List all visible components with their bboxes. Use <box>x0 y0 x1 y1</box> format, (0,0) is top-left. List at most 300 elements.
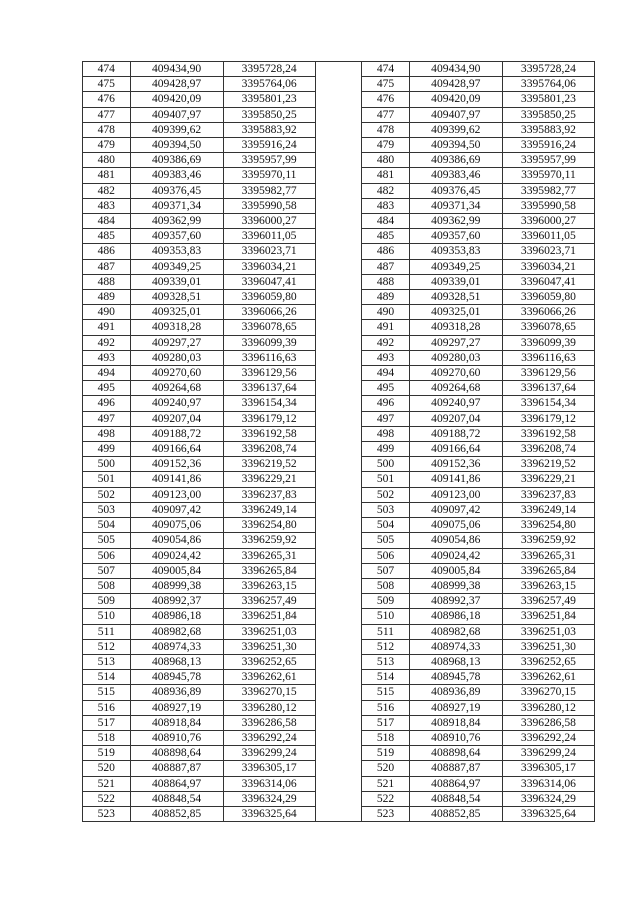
right-x-coordinate-cell: 408992,37 <box>409 594 502 609</box>
column-spacer-cell <box>315 806 362 821</box>
left-y-coordinate-cell: 3395916,24 <box>223 138 315 153</box>
table-row <box>83 609 595 624</box>
left-x-coordinate-cell: 409428,97 <box>130 77 223 92</box>
column-spacer-cell <box>315 518 362 533</box>
left-y-coordinate-cell: 3395982,77 <box>223 183 315 198</box>
left-x-coordinate-cell: 408848,54 <box>130 791 223 806</box>
left-y-coordinate-cell: 3396325,64 <box>223 806 315 821</box>
left-x-coordinate-cell: 409420,09 <box>130 92 223 107</box>
table-row <box>83 122 595 137</box>
right-point-number-cell: 480 <box>362 153 410 168</box>
table-row <box>83 533 595 548</box>
table-row <box>83 62 595 77</box>
left-y-coordinate-cell: 3396324,29 <box>223 791 315 806</box>
right-y-coordinate-cell: 3395982,77 <box>502 183 594 198</box>
left-x-coordinate-cell: 409264,68 <box>130 381 223 396</box>
left-x-coordinate-cell: 409362,99 <box>130 214 223 229</box>
right-x-coordinate-cell: 409270,60 <box>409 366 502 381</box>
right-x-coordinate-cell: 408898,64 <box>409 746 502 761</box>
table-row <box>83 791 595 806</box>
left-x-coordinate-cell: 408864,97 <box>130 776 223 791</box>
table-row <box>83 624 595 639</box>
left-point-number-cell: 518 <box>83 730 131 745</box>
table-row <box>83 198 595 213</box>
right-y-coordinate-cell: 3396254,80 <box>502 518 594 533</box>
left-point-number-cell: 489 <box>83 290 131 305</box>
left-y-coordinate-cell: 3396066,26 <box>223 305 315 320</box>
right-y-coordinate-cell: 3396305,17 <box>502 761 594 776</box>
left-point-number-cell: 504 <box>83 518 131 533</box>
left-point-number-cell: 506 <box>83 548 131 563</box>
left-x-coordinate-cell: 409383,46 <box>130 168 223 183</box>
left-point-number-cell: 487 <box>83 259 131 274</box>
column-spacer-cell <box>315 183 362 198</box>
left-y-coordinate-cell: 3396251,03 <box>223 624 315 639</box>
left-y-coordinate-cell: 3396251,84 <box>223 609 315 624</box>
right-point-number-cell: 488 <box>362 274 410 289</box>
table-row <box>83 487 595 502</box>
left-y-coordinate-cell: 3396265,31 <box>223 548 315 563</box>
left-point-number-cell: 491 <box>83 320 131 335</box>
left-x-coordinate-cell: 409407,97 <box>130 107 223 122</box>
right-y-coordinate-cell: 3396023,71 <box>502 244 594 259</box>
right-y-coordinate-cell: 3395990,58 <box>502 198 594 213</box>
column-spacer-cell <box>315 366 362 381</box>
column-spacer-cell <box>315 168 362 183</box>
column-spacer-cell <box>315 685 362 700</box>
right-point-number-cell: 497 <box>362 411 410 426</box>
left-y-coordinate-cell: 3396251,30 <box>223 639 315 654</box>
left-x-coordinate-cell: 409371,34 <box>130 198 223 213</box>
column-spacer-cell <box>315 730 362 745</box>
left-y-coordinate-cell: 3396262,61 <box>223 670 315 685</box>
column-spacer-cell <box>315 624 362 639</box>
right-point-number-cell: 503 <box>362 502 410 517</box>
right-point-number-cell: 483 <box>362 198 410 213</box>
left-y-coordinate-cell: 3396286,58 <box>223 715 315 730</box>
right-point-number-cell: 516 <box>362 700 410 715</box>
right-y-coordinate-cell: 3396252,65 <box>502 654 594 669</box>
column-spacer-cell <box>315 259 362 274</box>
left-x-coordinate-cell: 408936,89 <box>130 685 223 700</box>
column-spacer-cell <box>315 138 362 153</box>
right-point-number-cell: 474 <box>362 62 410 77</box>
right-x-coordinate-cell: 409264,68 <box>409 381 502 396</box>
right-x-coordinate-cell: 409399,62 <box>409 122 502 137</box>
right-y-coordinate-cell: 3396249,14 <box>502 502 594 517</box>
left-point-number-cell: 484 <box>83 214 131 229</box>
left-point-number-cell: 486 <box>83 244 131 259</box>
left-y-coordinate-cell: 3396116,63 <box>223 350 315 365</box>
right-y-coordinate-cell: 3395957,99 <box>502 153 594 168</box>
right-y-coordinate-cell: 3396011,05 <box>502 229 594 244</box>
left-x-coordinate-cell: 409328,51 <box>130 290 223 305</box>
left-point-number-cell: 474 <box>83 62 131 77</box>
left-point-number-cell: 480 <box>83 153 131 168</box>
left-point-number-cell: 475 <box>83 77 131 92</box>
column-spacer-cell <box>315 62 362 77</box>
right-y-coordinate-cell: 3395728,24 <box>502 62 594 77</box>
right-x-coordinate-cell: 409407,97 <box>409 107 502 122</box>
right-x-coordinate-cell: 408918,84 <box>409 715 502 730</box>
table-row <box>83 259 595 274</box>
right-point-number-cell: 523 <box>362 806 410 821</box>
left-x-coordinate-cell: 409353,83 <box>130 244 223 259</box>
left-y-coordinate-cell: 3396299,24 <box>223 746 315 761</box>
left-point-number-cell: 507 <box>83 563 131 578</box>
left-point-number-cell: 476 <box>83 92 131 107</box>
column-spacer-cell <box>315 700 362 715</box>
left-point-number-cell: 517 <box>83 715 131 730</box>
left-y-coordinate-cell: 3396034,21 <box>223 259 315 274</box>
left-x-coordinate-cell: 409005,84 <box>130 563 223 578</box>
left-y-coordinate-cell: 3396219,52 <box>223 457 315 472</box>
column-spacer-cell <box>315 411 362 426</box>
right-point-number-cell: 478 <box>362 122 410 137</box>
table-row <box>83 274 595 289</box>
left-y-coordinate-cell: 3396257,49 <box>223 594 315 609</box>
left-point-number-cell: 503 <box>83 502 131 517</box>
column-spacer-cell <box>315 381 362 396</box>
left-point-number-cell: 478 <box>83 122 131 137</box>
right-y-coordinate-cell: 3396219,52 <box>502 457 594 472</box>
right-x-coordinate-cell: 409240,97 <box>409 396 502 411</box>
right-x-coordinate-cell: 408887,87 <box>409 761 502 776</box>
right-point-number-cell: 501 <box>362 472 410 487</box>
left-point-number-cell: 483 <box>83 198 131 213</box>
right-point-number-cell: 514 <box>362 670 410 685</box>
coordinates-table-body <box>83 62 595 822</box>
table-row <box>83 244 595 259</box>
left-y-coordinate-cell: 3395801,23 <box>223 92 315 107</box>
right-point-number-cell: 489 <box>362 290 410 305</box>
column-spacer-cell <box>315 457 362 472</box>
right-y-coordinate-cell: 3396286,58 <box>502 715 594 730</box>
table-row <box>83 290 595 305</box>
left-point-number-cell: 495 <box>83 381 131 396</box>
left-x-coordinate-cell: 409325,01 <box>130 305 223 320</box>
column-spacer-cell <box>315 609 362 624</box>
right-x-coordinate-cell: 409386,69 <box>409 153 502 168</box>
right-point-number-cell: 485 <box>362 229 410 244</box>
right-point-number-cell: 491 <box>362 320 410 335</box>
left-point-number-cell: 485 <box>83 229 131 244</box>
left-x-coordinate-cell: 409207,04 <box>130 411 223 426</box>
right-point-number-cell: 511 <box>362 624 410 639</box>
right-y-coordinate-cell: 3396257,49 <box>502 594 594 609</box>
right-x-coordinate-cell: 409349,25 <box>409 259 502 274</box>
table-row <box>83 670 595 685</box>
right-x-coordinate-cell: 408927,19 <box>409 700 502 715</box>
left-x-coordinate-cell: 408910,76 <box>130 730 223 745</box>
right-y-coordinate-cell: 3396154,34 <box>502 396 594 411</box>
table-row <box>83 320 595 335</box>
right-x-coordinate-cell: 409005,84 <box>409 563 502 578</box>
left-x-coordinate-cell: 408927,19 <box>130 700 223 715</box>
table-row <box>83 411 595 426</box>
right-y-coordinate-cell: 3396265,84 <box>502 563 594 578</box>
left-point-number-cell: 521 <box>83 776 131 791</box>
table-row <box>83 472 595 487</box>
left-y-coordinate-cell: 3396154,34 <box>223 396 315 411</box>
left-x-coordinate-cell: 409280,03 <box>130 350 223 365</box>
column-spacer-cell <box>315 472 362 487</box>
left-point-number-cell: 522 <box>83 791 131 806</box>
left-point-number-cell: 497 <box>83 411 131 426</box>
table-row <box>83 396 595 411</box>
table-row <box>83 563 595 578</box>
left-point-number-cell: 514 <box>83 670 131 685</box>
right-x-coordinate-cell: 409383,46 <box>409 168 502 183</box>
right-x-coordinate-cell: 408848,54 <box>409 791 502 806</box>
right-x-coordinate-cell: 408968,13 <box>409 654 502 669</box>
right-point-number-cell: 498 <box>362 426 410 441</box>
right-x-coordinate-cell: 409376,45 <box>409 183 502 198</box>
left-y-coordinate-cell: 3395883,92 <box>223 122 315 137</box>
column-spacer-cell <box>315 396 362 411</box>
table-row <box>83 746 595 761</box>
column-spacer-cell <box>315 305 362 320</box>
right-y-coordinate-cell: 3396047,41 <box>502 274 594 289</box>
column-spacer-cell <box>315 533 362 548</box>
column-spacer-cell <box>315 335 362 350</box>
left-x-coordinate-cell: 409386,69 <box>130 153 223 168</box>
left-x-coordinate-cell: 409297,27 <box>130 335 223 350</box>
right-point-number-cell: 481 <box>362 168 410 183</box>
right-x-coordinate-cell: 409123,00 <box>409 487 502 502</box>
table-row <box>83 229 595 244</box>
right-point-number-cell: 512 <box>362 639 410 654</box>
right-x-coordinate-cell: 409075,06 <box>409 518 502 533</box>
right-y-coordinate-cell: 3396280,12 <box>502 700 594 715</box>
right-point-number-cell: 513 <box>362 654 410 669</box>
left-point-number-cell: 511 <box>83 624 131 639</box>
left-y-coordinate-cell: 3396314,06 <box>223 776 315 791</box>
right-y-coordinate-cell: 3395850,25 <box>502 107 594 122</box>
table-row <box>83 654 595 669</box>
table-row <box>83 138 595 153</box>
right-y-coordinate-cell: 3396251,03 <box>502 624 594 639</box>
left-x-coordinate-cell: 408887,87 <box>130 761 223 776</box>
right-point-number-cell: 520 <box>362 761 410 776</box>
right-y-coordinate-cell: 3396263,15 <box>502 578 594 593</box>
left-y-coordinate-cell: 3396023,71 <box>223 244 315 259</box>
left-point-number-cell: 501 <box>83 472 131 487</box>
left-x-coordinate-cell: 408852,85 <box>130 806 223 821</box>
left-y-coordinate-cell: 3396059,80 <box>223 290 315 305</box>
left-point-number-cell: 510 <box>83 609 131 624</box>
right-point-number-cell: 490 <box>362 305 410 320</box>
left-point-number-cell: 481 <box>83 168 131 183</box>
left-point-number-cell: 490 <box>83 305 131 320</box>
table-row <box>83 594 595 609</box>
column-spacer-cell <box>315 578 362 593</box>
right-point-number-cell: 494 <box>362 366 410 381</box>
right-x-coordinate-cell: 409097,42 <box>409 502 502 517</box>
right-x-coordinate-cell: 409280,03 <box>409 350 502 365</box>
table-row <box>83 518 595 533</box>
table-row <box>83 442 595 457</box>
column-spacer-cell <box>315 761 362 776</box>
right-point-number-cell: 509 <box>362 594 410 609</box>
left-x-coordinate-cell: 409166,64 <box>130 442 223 457</box>
right-x-coordinate-cell: 408986,18 <box>409 609 502 624</box>
right-y-coordinate-cell: 3396078,65 <box>502 320 594 335</box>
right-point-number-cell: 476 <box>362 92 410 107</box>
left-y-coordinate-cell: 3396078,65 <box>223 320 315 335</box>
coordinates-table <box>82 61 595 822</box>
right-y-coordinate-cell: 3396192,58 <box>502 426 594 441</box>
left-y-coordinate-cell: 3396229,21 <box>223 472 315 487</box>
left-point-number-cell: 488 <box>83 274 131 289</box>
left-x-coordinate-cell: 409357,60 <box>130 229 223 244</box>
right-point-number-cell: 506 <box>362 548 410 563</box>
right-y-coordinate-cell: 3395764,06 <box>502 77 594 92</box>
table-row <box>83 153 595 168</box>
left-y-coordinate-cell: 3395764,06 <box>223 77 315 92</box>
column-spacer-cell <box>315 198 362 213</box>
right-y-coordinate-cell: 3396137,64 <box>502 381 594 396</box>
left-x-coordinate-cell: 409240,97 <box>130 396 223 411</box>
left-point-number-cell: 523 <box>83 806 131 821</box>
right-y-coordinate-cell: 3396251,30 <box>502 639 594 654</box>
right-y-coordinate-cell: 3396208,74 <box>502 442 594 457</box>
right-x-coordinate-cell: 409207,04 <box>409 411 502 426</box>
table-row <box>83 350 595 365</box>
table-row <box>83 426 595 441</box>
right-y-coordinate-cell: 3395883,92 <box>502 122 594 137</box>
right-x-coordinate-cell: 409141,86 <box>409 472 502 487</box>
right-point-number-cell: 519 <box>362 746 410 761</box>
left-x-coordinate-cell: 409394,50 <box>130 138 223 153</box>
left-y-coordinate-cell: 3396192,58 <box>223 426 315 441</box>
left-y-coordinate-cell: 3396305,17 <box>223 761 315 776</box>
left-y-coordinate-cell: 3396137,64 <box>223 381 315 396</box>
table-row <box>83 578 595 593</box>
left-point-number-cell: 515 <box>83 685 131 700</box>
table-row <box>83 107 595 122</box>
column-spacer-cell <box>315 791 362 806</box>
left-y-coordinate-cell: 3396254,80 <box>223 518 315 533</box>
table-row <box>83 77 595 92</box>
column-spacer-cell <box>315 320 362 335</box>
left-x-coordinate-cell: 409123,00 <box>130 487 223 502</box>
right-point-number-cell: 487 <box>362 259 410 274</box>
left-x-coordinate-cell: 409399,62 <box>130 122 223 137</box>
table-row <box>83 715 595 730</box>
right-x-coordinate-cell: 409394,50 <box>409 138 502 153</box>
left-y-coordinate-cell: 3396270,15 <box>223 685 315 700</box>
right-y-coordinate-cell: 3395801,23 <box>502 92 594 107</box>
left-point-number-cell: 509 <box>83 594 131 609</box>
right-x-coordinate-cell: 408910,76 <box>409 730 502 745</box>
left-y-coordinate-cell: 3395957,99 <box>223 153 315 168</box>
left-x-coordinate-cell: 409075,06 <box>130 518 223 533</box>
right-point-number-cell: 515 <box>362 685 410 700</box>
right-y-coordinate-cell: 3396000,27 <box>502 214 594 229</box>
right-point-number-cell: 493 <box>362 350 410 365</box>
right-x-coordinate-cell: 408945,78 <box>409 670 502 685</box>
table-row <box>83 730 595 745</box>
column-spacer-cell <box>315 639 362 654</box>
right-y-coordinate-cell: 3396059,80 <box>502 290 594 305</box>
right-y-coordinate-cell: 3396099,39 <box>502 335 594 350</box>
left-x-coordinate-cell: 409097,42 <box>130 502 223 517</box>
table-row <box>83 183 595 198</box>
left-y-coordinate-cell: 3395728,24 <box>223 62 315 77</box>
right-point-number-cell: 510 <box>362 609 410 624</box>
left-y-coordinate-cell: 3395990,58 <box>223 198 315 213</box>
right-y-coordinate-cell: 3396129,56 <box>502 366 594 381</box>
right-y-coordinate-cell: 3396270,15 <box>502 685 594 700</box>
table-row <box>83 761 595 776</box>
column-spacer-cell <box>315 122 362 137</box>
left-y-coordinate-cell: 3396280,12 <box>223 700 315 715</box>
right-point-number-cell: 477 <box>362 107 410 122</box>
left-point-number-cell: 519 <box>83 746 131 761</box>
right-y-coordinate-cell: 3396262,61 <box>502 670 594 685</box>
left-x-coordinate-cell: 409376,45 <box>130 183 223 198</box>
table-row <box>83 776 595 791</box>
right-y-coordinate-cell: 3396237,83 <box>502 487 594 502</box>
right-x-coordinate-cell: 409434,90 <box>409 62 502 77</box>
column-spacer-cell <box>315 715 362 730</box>
right-y-coordinate-cell: 3396034,21 <box>502 259 594 274</box>
left-y-coordinate-cell: 3396129,56 <box>223 366 315 381</box>
left-point-number-cell: 512 <box>83 639 131 654</box>
column-spacer-cell <box>315 563 362 578</box>
table-row <box>83 92 595 107</box>
right-point-number-cell: 521 <box>362 776 410 791</box>
left-y-coordinate-cell: 3396249,14 <box>223 502 315 517</box>
left-y-coordinate-cell: 3396265,84 <box>223 563 315 578</box>
left-x-coordinate-cell: 408999,38 <box>130 578 223 593</box>
right-y-coordinate-cell: 3396179,12 <box>502 411 594 426</box>
right-y-coordinate-cell: 3396251,84 <box>502 609 594 624</box>
left-point-number-cell: 516 <box>83 700 131 715</box>
left-x-coordinate-cell: 408982,68 <box>130 624 223 639</box>
column-spacer-cell <box>315 548 362 563</box>
left-point-number-cell: 482 <box>83 183 131 198</box>
table-row <box>83 214 595 229</box>
column-spacer-cell <box>315 77 362 92</box>
right-point-number-cell: 484 <box>362 214 410 229</box>
table-row <box>83 305 595 320</box>
right-point-number-cell: 518 <box>362 730 410 745</box>
right-x-coordinate-cell: 408936,89 <box>409 685 502 700</box>
left-x-coordinate-cell: 408986,18 <box>130 609 223 624</box>
right-point-number-cell: 495 <box>362 381 410 396</box>
left-y-coordinate-cell: 3396099,39 <box>223 335 315 350</box>
left-x-coordinate-cell: 409141,86 <box>130 472 223 487</box>
column-spacer-cell <box>315 290 362 305</box>
column-spacer-cell <box>315 487 362 502</box>
left-x-coordinate-cell: 409434,90 <box>130 62 223 77</box>
right-point-number-cell: 504 <box>362 518 410 533</box>
left-point-number-cell: 494 <box>83 366 131 381</box>
left-y-coordinate-cell: 3396011,05 <box>223 229 315 244</box>
right-x-coordinate-cell: 409054,86 <box>409 533 502 548</box>
right-x-coordinate-cell: 408864,97 <box>409 776 502 791</box>
right-y-coordinate-cell: 3395916,24 <box>502 138 594 153</box>
left-x-coordinate-cell: 409024,42 <box>130 548 223 563</box>
right-y-coordinate-cell: 3396292,24 <box>502 730 594 745</box>
left-point-number-cell: 493 <box>83 350 131 365</box>
column-spacer-cell <box>315 214 362 229</box>
table-row <box>83 502 595 517</box>
column-spacer-cell <box>315 350 362 365</box>
left-point-number-cell: 502 <box>83 487 131 502</box>
